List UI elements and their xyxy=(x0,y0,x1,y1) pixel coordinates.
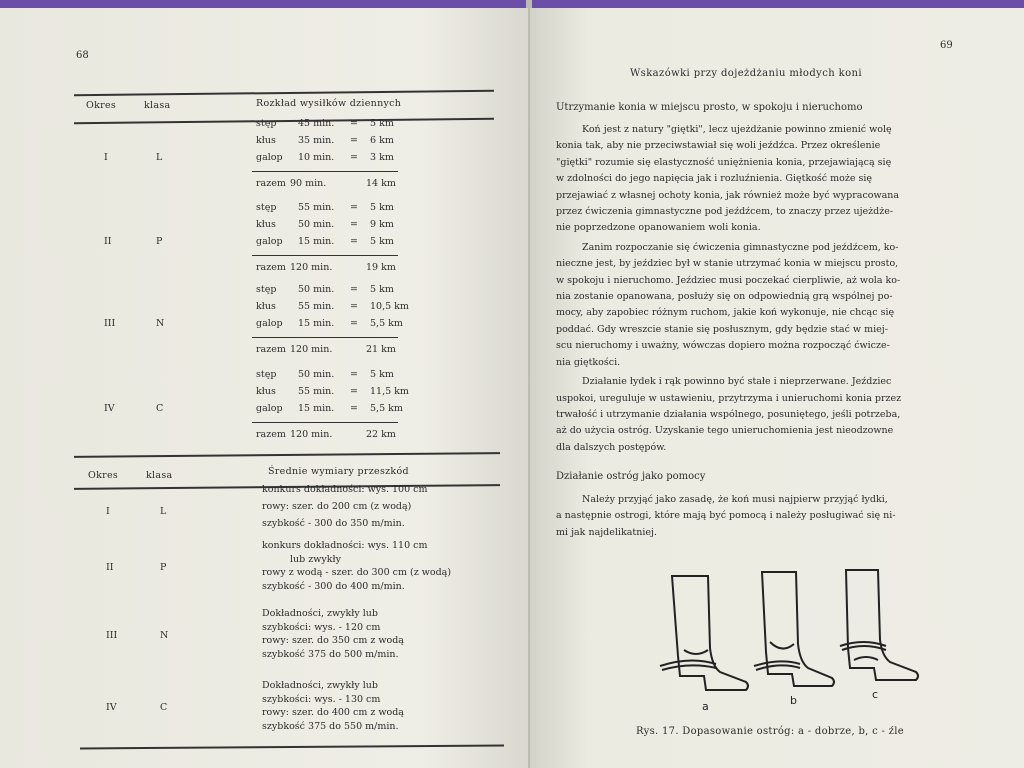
table1-km-cell: 5 km xyxy=(370,202,394,213)
table2-detail-line: konkurs dokładności: wys. 110 cm xyxy=(262,540,428,551)
table1-km-cell: 10,5 km xyxy=(370,301,409,312)
table1-header-rule xyxy=(74,118,494,124)
table1-gait-cell: stęp xyxy=(256,284,277,295)
page-number-right: 69 xyxy=(940,40,953,51)
table1-equals-cell: = xyxy=(350,118,358,129)
text-line: nia zostanie opanowana, posłuży się on odpowiednią grą wspólnej po- xyxy=(556,291,893,303)
table1-sum-rule xyxy=(252,171,398,172)
table1-total-km: 21 km xyxy=(366,344,396,355)
table1-km-cell: 5 km xyxy=(370,284,394,295)
table2-header-class: klasa xyxy=(146,470,173,481)
text-line: mi jak najdelikatniej. xyxy=(556,526,657,538)
table1-sum-rule xyxy=(252,337,398,338)
table1-minutes-cell: 35 min. xyxy=(298,135,335,146)
spur-fitting-figure xyxy=(650,568,950,718)
table1-minutes-cell: 50 min. xyxy=(298,284,335,295)
table2-detail-line: szybkość 375 do 500 m/min. xyxy=(262,648,399,660)
figure-label-b: b xyxy=(790,694,797,707)
table1-km-cell: 5,5 km xyxy=(370,403,403,414)
table2-header-title: Średnie wymiary przeszkód xyxy=(268,466,409,477)
table2-class-cell: C xyxy=(160,702,168,713)
text-line: aż do użycia ostróg. Uzyskanie tego unieruchomienia jest nieodzowne xyxy=(556,425,894,437)
table2-detail-line: rowy: szer. do 200 cm (z wodą) xyxy=(262,501,412,512)
text-line: Należy przyjąć jako zasadę, że koń musi najpierw przyjąć łydki, xyxy=(582,494,888,505)
table1-km-cell: 9 km xyxy=(370,219,394,230)
table1-gait-cell: galop xyxy=(256,152,283,163)
text-line: uspokoi, ureguluje w ustawieniu, przytrzyma i unieruchomi konia przez xyxy=(556,392,902,404)
table2-detail-line: lub zwykły xyxy=(290,553,341,565)
table1-sum-rule xyxy=(252,422,398,423)
table1-equals-cell: = xyxy=(350,236,358,247)
text-line: "giętki" rozumie się elastyczność uniężnienia konia, przejawiającą się xyxy=(556,156,892,168)
table2-detail-line: rowy z wodą - szer. do 300 cm (z wodą) xyxy=(262,567,452,578)
table1-gait-cell: galop xyxy=(256,318,283,329)
table1-minutes-cell: 15 min. xyxy=(298,318,335,329)
section-title-standing: Utrzymanie konia w miejscu prosto, w spokoju i nieruchomo xyxy=(556,102,863,113)
table1-class-cell: N xyxy=(156,318,165,329)
table1-equals-cell: = xyxy=(350,301,358,312)
table1-class-cell: P xyxy=(156,236,163,247)
table1-minutes-cell: 15 min. xyxy=(298,403,335,414)
table1-minutes-cell: 55 min. xyxy=(298,202,335,213)
figure-label-a: a xyxy=(702,700,709,713)
text-line: nia giętkości. xyxy=(556,356,621,368)
table1-gait-cell: galop xyxy=(256,403,283,414)
table1-minutes-cell: 45 min. xyxy=(298,118,335,129)
table1-equals-cell: = xyxy=(350,403,358,414)
table1-header-period: Okres xyxy=(86,100,117,111)
page-number-left: 68 xyxy=(76,50,89,61)
table1-total-label: razem xyxy=(256,344,286,355)
table1-km-cell: 11,5 km xyxy=(370,386,409,397)
table1-period-cell: I xyxy=(104,152,108,163)
table1-header-class: klasa xyxy=(144,100,171,111)
table1-bottom-rule xyxy=(74,452,500,457)
text-line: nie poprzedzone opanowaniem woli konia. xyxy=(556,222,761,234)
table1-equals-cell: = xyxy=(350,202,358,213)
table1-total-minutes: 120 min. xyxy=(290,344,333,355)
table2-class-cell: P xyxy=(160,562,167,573)
text-line: mocy, aby zapobiec różnym ruchom, jakie koń wykonuje, nie chcąc się xyxy=(556,307,895,319)
text-line: poddać. Gdy wreszcie stanie się posłusznym, gdy będzie stać w miej- xyxy=(556,323,888,335)
table1-equals-cell: = xyxy=(350,135,358,146)
boot-b-drawing xyxy=(754,572,834,686)
table2-detail-line: szybkości: wys. - 130 cm xyxy=(262,693,381,705)
table1-minutes-cell: 10 min. xyxy=(298,152,335,163)
text-line: w spokoju i nieruchomo. Jeździec musi poczekać cierpliwie, aż wola ko- xyxy=(556,274,901,286)
figure-label-c: c xyxy=(872,688,879,701)
table1-equals-cell: = xyxy=(350,386,358,397)
table1-total-minutes: 90 min. xyxy=(290,178,327,189)
table1-period-cell: III xyxy=(104,318,116,329)
table1-top-rule xyxy=(74,90,494,96)
table1-equals-cell: = xyxy=(350,219,358,230)
table2-class-cell: N xyxy=(160,630,169,641)
figure-caption: Rys. 17. Dopasowanie ostróg: a - dobrze, b, c - źle xyxy=(636,726,904,737)
table1-minutes-cell: 15 min. xyxy=(298,236,335,247)
left-page xyxy=(0,8,528,768)
table1-minutes-cell: 50 min. xyxy=(298,369,335,380)
table2-bottom-rule xyxy=(80,745,504,749)
table2-period-cell: III xyxy=(106,630,118,641)
table2-class-cell: L xyxy=(160,506,167,517)
table1-header-title: Rozkład wysiłków dziennych xyxy=(256,98,402,109)
table2-period-cell: I xyxy=(106,506,110,517)
table2-period-cell: II xyxy=(106,562,114,573)
table1-gait-cell: kłus xyxy=(256,301,276,312)
table1-period-cell: IV xyxy=(104,403,115,414)
section-title-spurs: Działanie ostróg jako pomocy xyxy=(556,471,706,482)
text-line: Koń jest z natury "giętki", lecz ujeżdżanie powinno zmienić wolę xyxy=(582,124,892,135)
table1-period-cell: II xyxy=(104,236,112,247)
table2-detail-line: rowy: szer. do 400 cm z wodą xyxy=(262,707,404,718)
text-line: przez ćwiczenia gimnastyczne pod jeźdźcem, to znaczy przez ujeżdże- xyxy=(556,206,894,218)
table1-km-cell: 6 km xyxy=(370,135,394,146)
table2-detail-line: konkurs dokładności: wys. 100 cm xyxy=(262,484,428,495)
boot-a-drawing xyxy=(660,576,748,690)
table2-header-period: Okres xyxy=(88,470,119,481)
boot-c-drawing xyxy=(840,570,918,680)
table1-km-cell: 5 km xyxy=(370,118,394,129)
table2-detail-line: Dokładności, zwykły lub xyxy=(262,680,378,691)
table2-detail-line: szybkość - 300 do 400 m/min. xyxy=(262,580,405,592)
table1-total-km: 19 km xyxy=(366,262,396,273)
table1-equals-cell: = xyxy=(350,284,358,295)
table1-equals-cell: = xyxy=(350,369,358,380)
table2-detail-line: szybkość - 300 do 350 m/min. xyxy=(262,518,405,529)
table1-gait-cell: kłus xyxy=(256,135,276,146)
table1-gait-cell: galop xyxy=(256,236,283,247)
text-line: Działanie łydek i rąk powinno być stałe i nieprzerwane. Jeździec xyxy=(582,376,892,388)
table1-km-cell: 3 km xyxy=(370,152,394,163)
table1-class-cell: L xyxy=(156,152,163,163)
table1-km-cell: 5 km xyxy=(370,236,394,247)
table1-minutes-cell: 50 min. xyxy=(298,219,335,230)
text-line: w zdolności do jego napięcia jak i rozluźnienia. Giętkość może się xyxy=(556,173,873,185)
right-page xyxy=(530,8,1024,768)
text-line: konia tak, aby nie przeciwstawiał się woli jeźdźca. Przez określenie xyxy=(556,140,881,152)
table1-total-km: 22 km xyxy=(366,429,396,440)
table2-detail-line: rowy: szer. do 350 cm z wodą xyxy=(262,635,404,646)
table1-equals-cell: = xyxy=(350,318,358,329)
section-body-spurs xyxy=(556,492,960,544)
text-line: przejawiać z własnej ochoty konia, jak również może być wypracowana xyxy=(556,189,900,201)
table1-class-cell: C xyxy=(156,403,164,414)
table1-km-cell: 5 km xyxy=(370,369,394,380)
running-head: Wskazówki przy dojeżdżaniu młodych koni xyxy=(630,68,862,79)
text-line: nieczne jest, by jeździec był w stanie utrzymać konia w miejscu prosto, xyxy=(556,258,899,270)
table1-total-km: 14 km xyxy=(366,178,396,189)
table2-detail-line: szybkości: wys. - 120 cm xyxy=(262,621,381,633)
text-line: Zanim rozpoczanie się ćwiczenia gimnastyczne pod jeźdźcem, ko- xyxy=(582,241,899,253)
table2-detail-line: szybkość 375 do 550 m/min. xyxy=(262,720,399,732)
section-body-standing xyxy=(556,122,960,459)
table1-total-minutes: 120 min. xyxy=(290,429,333,440)
table1-minutes-cell: 55 min. xyxy=(298,386,335,397)
table1-total-minutes: 120 min. xyxy=(290,262,333,273)
text-line: dla dalszych postępów. xyxy=(556,441,667,453)
table2-period-cell: IV xyxy=(106,702,117,713)
table1-gait-cell: kłus xyxy=(256,219,276,230)
table1-minutes-cell: 55 min. xyxy=(298,301,335,312)
table1-gait-cell: kłus xyxy=(256,386,276,397)
table1-equals-cell: = xyxy=(350,152,358,163)
text-line: scu nieruchomy i uważny, wówczas dopiero można rozpocząć ćwicze- xyxy=(556,340,890,352)
table1-gait-cell: stęp xyxy=(256,369,277,380)
table2-detail-line: Dokładności, zwykły lub xyxy=(262,608,378,619)
table1-gait-cell: stęp xyxy=(256,118,277,129)
text-line: a następnie ostrogi, które mają być pomocą i należy posługiwać się ni- xyxy=(556,510,896,522)
table1-total-label: razem xyxy=(256,178,286,189)
table1-km-cell: 5,5 km xyxy=(370,318,403,329)
table1-gait-cell: stęp xyxy=(256,202,277,213)
text-line: trwałość i utrzymanie działania wspólnego, posuniętego, jeśli potrzeba, xyxy=(556,408,901,420)
table1-total-label: razem xyxy=(256,262,286,273)
table1-sum-rule xyxy=(252,255,398,256)
table1-total-label: razem xyxy=(256,429,286,440)
